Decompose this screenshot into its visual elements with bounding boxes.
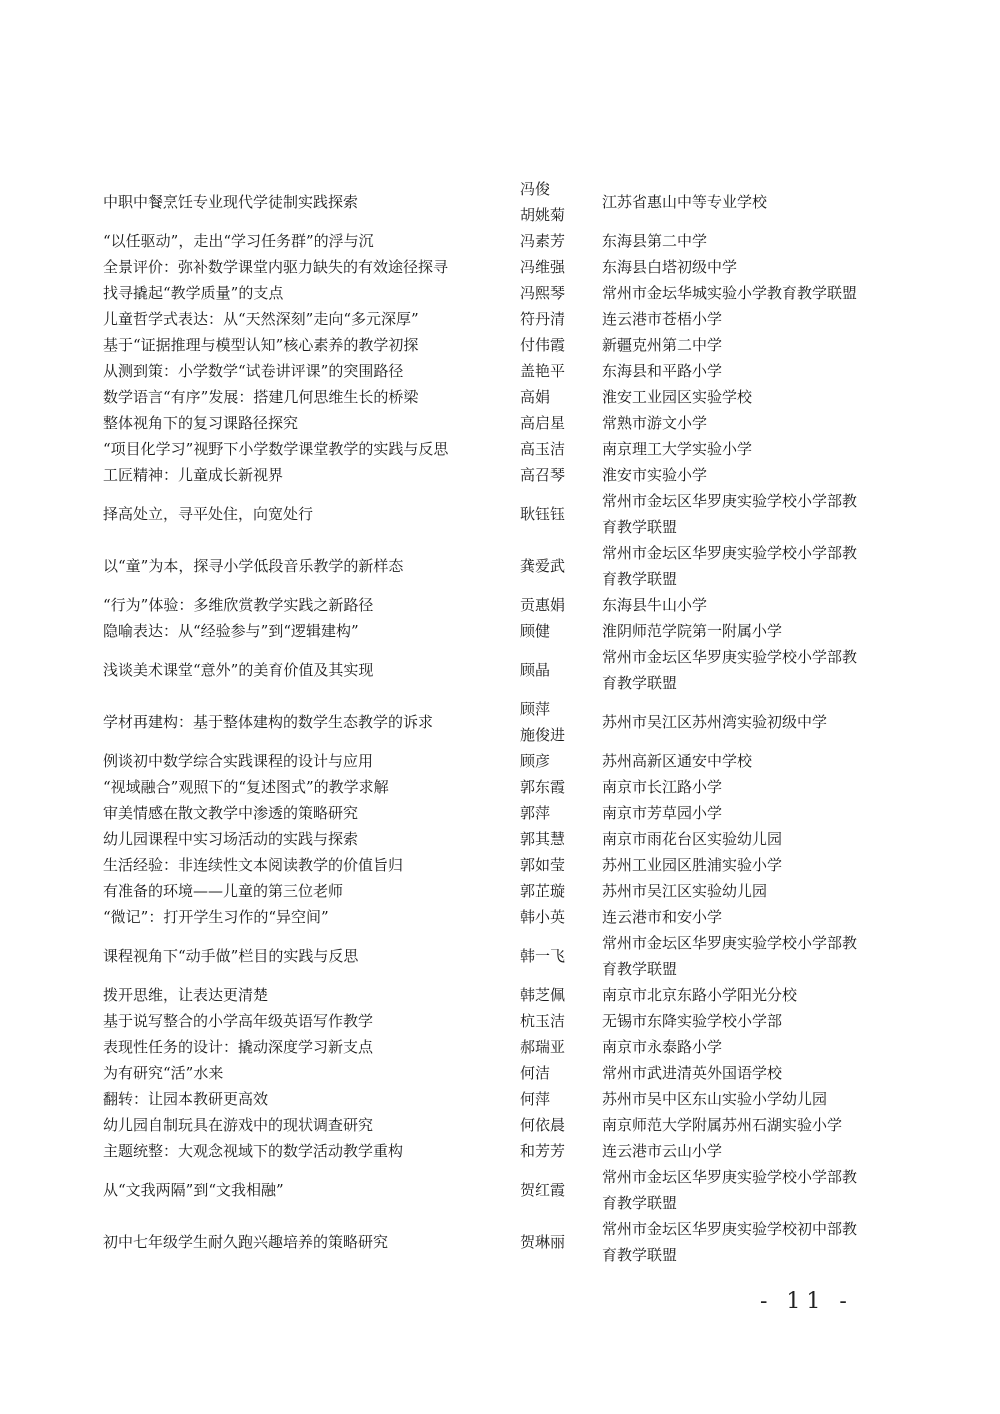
author-name: 韩一飞 — [520, 947, 566, 965]
school-name-line: 苏州市吴江区实验幼儿园 — [602, 882, 768, 900]
school-name — [602, 1008, 864, 1034]
author-names — [520, 1008, 590, 1034]
paper-title: 学材再建构：基于整体建构的数学生态教学的诉求 — [103, 713, 434, 731]
author-names — [520, 280, 590, 306]
paper-title: 浅谈美术课堂“意外”的美育价值及其实现 — [103, 661, 374, 679]
school-name — [602, 1034, 864, 1060]
author-name: 杭玉洁 — [520, 1012, 566, 1030]
author-names — [520, 410, 590, 436]
school-name-line: 东海县和平路小学 — [602, 362, 723, 380]
school-name-line: 南京市芳草园小学 — [602, 804, 723, 822]
school-name — [602, 644, 864, 696]
school-name — [602, 254, 864, 280]
school-name — [602, 878, 864, 904]
table-row — [0, 280, 1000, 306]
table-row — [0, 930, 1000, 982]
author-names — [520, 501, 590, 527]
author-names — [520, 254, 590, 280]
table-row — [0, 410, 1000, 436]
table-row — [0, 384, 1000, 410]
school-name-line: 南京市永泰路小学 — [602, 1038, 723, 1056]
table-row — [0, 982, 1000, 1008]
paper-title: 审美情感在散文教学中渗透的策略研究 — [103, 804, 359, 822]
author-name: 高启星 — [520, 414, 566, 432]
table-row — [0, 1164, 1000, 1216]
school-name — [602, 540, 864, 592]
author-names — [520, 1177, 590, 1203]
school-name-line: 东海县白塔初级中学 — [602, 258, 738, 276]
author-name: 冯熙琴 — [520, 284, 566, 302]
author-name: 贡惠娟 — [520, 596, 566, 614]
author-name: 顾晶 — [520, 661, 551, 679]
school-name — [602, 280, 864, 306]
table-row — [0, 1008, 1000, 1034]
table-row — [0, 1060, 1000, 1086]
table-row — [0, 748, 1000, 774]
school-name — [602, 436, 864, 462]
school-name — [602, 826, 864, 852]
author-names — [520, 1034, 590, 1060]
school-name — [602, 189, 864, 215]
author-name: 龚爱武 — [520, 557, 566, 575]
table-row — [0, 826, 1000, 852]
table-row — [0, 878, 1000, 904]
school-name-line: 苏州市吴中区东山实验小学幼儿园 — [602, 1090, 828, 1108]
author-name: 郭其慧 — [520, 830, 566, 848]
author-name: 冯素芳 — [520, 232, 566, 250]
author-names — [520, 462, 590, 488]
author-names — [520, 1112, 590, 1138]
school-name-line: 常州市金坛区华罗庚实验学校初中部教 — [602, 1220, 858, 1238]
author-names — [520, 904, 590, 930]
paper-title: 生活经验：非连续性文本阅读教学的价值旨归 — [103, 856, 404, 874]
school-name — [602, 306, 864, 332]
paper-title: 翻转：让园本教研更高效 — [103, 1090, 269, 1108]
author-name: 郭东霞 — [520, 778, 566, 796]
school-name-line: 南京市北京东路小学阳光分校 — [602, 986, 798, 1004]
school-name-line: 连云港市和安小学 — [602, 908, 723, 926]
table-row — [0, 592, 1000, 618]
table-row — [0, 852, 1000, 878]
table-row — [0, 904, 1000, 930]
table-row — [0, 1112, 1000, 1138]
paper-title: 为有研究“活”水来 — [103, 1064, 224, 1082]
paper-title: 隐喻表达：从“经验参与”到“逻辑建构” — [103, 622, 359, 640]
school-name-line: 苏州市吴江区苏州湾实验初级中学 — [602, 713, 828, 731]
author-name: 高娟 — [520, 388, 551, 406]
table-row — [0, 332, 1000, 358]
table-row — [0, 436, 1000, 462]
school-name-line: 南京市长江路小学 — [602, 778, 723, 796]
author-name: 何洁 — [520, 1064, 551, 1082]
paper-title: 拨开思维，让表达更清楚 — [103, 986, 269, 1004]
author-name: 顾彦 — [520, 752, 551, 770]
paper-title: 表现性任务的设计：撬动深度学习新支点 — [103, 1038, 374, 1056]
school-name-line: 常州市金坛区华罗庚实验学校小学部教 — [602, 544, 858, 562]
paper-title: “行为”体验：多维欣赏教学实践之新路径 — [103, 596, 374, 614]
table-row — [0, 618, 1000, 644]
author-names — [520, 826, 590, 852]
school-name — [602, 1164, 864, 1216]
school-name-line: 东海县第二中学 — [602, 232, 708, 250]
paper-title: 基于“证据推理与模型认知”核心素养的教学初探 — [103, 336, 419, 354]
school-name — [602, 618, 864, 644]
author-names — [520, 1086, 590, 1112]
school-name-line: 常州市武进清英外国语学校 — [602, 1064, 783, 1082]
paper-title: 基于说写整合的小学高年级英语写作教学 — [103, 1012, 374, 1030]
paper-title: 择高处立，寻平处住，向宽处行 — [103, 505, 314, 523]
school-name — [602, 1216, 864, 1268]
school-name — [602, 358, 864, 384]
school-name — [602, 592, 864, 618]
paper-title: “微记”：打开学生习作的“异空间” — [103, 908, 329, 926]
table-row — [0, 800, 1000, 826]
school-name — [602, 904, 864, 930]
school-name-line: 常州市金坛区华罗庚实验学校小学部教 — [602, 492, 858, 510]
author-names — [520, 332, 590, 358]
school-name-line: 淮安市实验小学 — [602, 466, 708, 484]
school-name-line: 苏州高新区通安中学校 — [602, 752, 753, 770]
paper-title: 工匠精神：儿童成长新视界 — [103, 466, 284, 484]
author-name: 耿钰钰 — [520, 505, 566, 523]
school-name — [602, 930, 864, 982]
author-name: 盖艳平 — [520, 362, 566, 380]
page-number: - 11 - — [760, 1289, 853, 1314]
table-row — [0, 644, 1000, 696]
author-name: 胡姚菊 — [520, 206, 566, 224]
school-name-line: 无锡市东降实验学校小学部 — [602, 1012, 783, 1030]
table-row — [0, 176, 1000, 228]
paper-title: 从测到策：小学数学“试卷讲评课”的突围路径 — [103, 362, 404, 380]
paper-title: 儿童哲学式表达：从“天然深刻”走向“多元深厚” — [103, 310, 419, 328]
author-names — [520, 748, 590, 774]
school-name-line: 新疆克州第二中学 — [602, 336, 723, 354]
table-row — [0, 462, 1000, 488]
paper-title: 有准备的环境——儿童的第三位老师 — [103, 882, 344, 900]
table-row — [0, 306, 1000, 332]
school-name-line: 常州市金坛区华罗庚实验学校小学部教 — [602, 648, 858, 666]
paper-title: 数学语言“有序”发展：搭建几何思维生长的桥梁 — [103, 388, 419, 406]
author-name: 和芳芳 — [520, 1142, 566, 1160]
school-name-line: 育教学联盟 — [602, 1194, 678, 1212]
table-row — [0, 358, 1000, 384]
school-name-line: 淮安工业园区实验学校 — [602, 388, 753, 406]
author-names — [520, 436, 590, 462]
school-name-line: 南京市雨花台区实验幼儿园 — [602, 830, 783, 848]
paper-title: 整体视角下的复习课路径探究 — [103, 414, 299, 432]
author-names — [520, 553, 590, 579]
school-name — [602, 748, 864, 774]
author-names — [520, 228, 590, 254]
table-row — [0, 228, 1000, 254]
author-names — [520, 943, 590, 969]
author-names — [520, 774, 590, 800]
author-names — [520, 176, 590, 228]
paper-title: 以“童”为本，探寻小学低段音乐教学的新样态 — [103, 557, 404, 575]
paper-title: 从“文我两隔”到“文我相融” — [103, 1181, 284, 1199]
paper-title: 找寻撬起“教学质量”的支点 — [103, 284, 284, 302]
author-name: 符丹清 — [520, 310, 566, 328]
paper-title: 初中七年级学生耐久跑兴趣培养的策略研究 — [103, 1233, 389, 1251]
school-name-line: 育教学联盟 — [602, 570, 678, 588]
school-name-line: 常州市金坛区华罗庚实验学校小学部教 — [602, 934, 858, 952]
author-names — [520, 982, 590, 1008]
table-row — [0, 696, 1000, 748]
author-name: 韩小英 — [520, 908, 566, 926]
school-name-line: 常州市金坛区华罗庚实验学校小学部教 — [602, 1168, 858, 1186]
author-name: 施俊进 — [520, 726, 566, 744]
school-name-line: 连云港市苍梧小学 — [602, 310, 723, 328]
author-names — [520, 306, 590, 332]
school-name — [602, 774, 864, 800]
author-name: 顾萍 — [520, 700, 551, 718]
author-name: 付伟霞 — [520, 336, 566, 354]
table-row — [0, 1034, 1000, 1060]
school-name — [602, 1138, 864, 1164]
table-row — [0, 254, 1000, 280]
paper-title: 中职中餐烹饪专业现代学徒制实践探索 — [103, 193, 359, 211]
school-name-line: 育教学联盟 — [602, 960, 678, 978]
table-row — [0, 1086, 1000, 1112]
author-name: 冯维强 — [520, 258, 566, 276]
school-name-line: 育教学联盟 — [602, 1246, 678, 1264]
table-row — [0, 1138, 1000, 1164]
author-name: 韩芝佩 — [520, 986, 566, 1004]
school-name-line: 常州市金坛华城实验小学教育教学联盟 — [602, 284, 858, 302]
paper-title: “项目化学习”视野下小学数学课堂教学的实践与反思 — [103, 440, 449, 458]
author-name: 高玉洁 — [520, 440, 566, 458]
author-name: 郭如莹 — [520, 856, 566, 874]
author-names — [520, 1229, 590, 1255]
author-name: 郝瑞亚 — [520, 1038, 566, 1056]
author-names — [520, 852, 590, 878]
paper-title: 主题统整：大观念视域下的数学活动教学重构 — [103, 1142, 404, 1160]
paper-title: 例谈初中数学综合实践课程的设计与应用 — [103, 752, 374, 770]
author-names — [520, 618, 590, 644]
school-name-line: 常熟市游文小学 — [602, 414, 708, 432]
school-name — [602, 410, 864, 436]
author-name: 何依晨 — [520, 1116, 566, 1134]
paper-title: 幼儿园自制玩具在游戏中的现状调查研究 — [103, 1116, 374, 1134]
author-names — [520, 657, 590, 683]
paper-title: 幼儿园课程中实习场活动的实践与探索 — [103, 830, 359, 848]
school-name — [602, 852, 864, 878]
author-name: 高召琴 — [520, 466, 566, 484]
author-name: 郭萍 — [520, 804, 551, 822]
school-name-line: 南京师范大学附属苏州石湖实验小学 — [602, 1116, 843, 1134]
author-name: 何萍 — [520, 1090, 551, 1108]
school-name — [602, 800, 864, 826]
author-name: 冯俊 — [520, 180, 551, 198]
table-row — [0, 1216, 1000, 1268]
author-names — [520, 800, 590, 826]
author-name: 郭芷璇 — [520, 882, 566, 900]
author-name: 贺红霞 — [520, 1181, 566, 1199]
school-name-line: 育教学联盟 — [602, 518, 678, 536]
author-name: 顾健 — [520, 622, 551, 640]
author-names — [520, 592, 590, 618]
author-names — [520, 1138, 590, 1164]
author-names — [520, 696, 590, 748]
school-name — [602, 1112, 864, 1138]
school-name-line: 江苏省惠山中等专业学校 — [602, 193, 768, 211]
school-name — [602, 332, 864, 358]
school-name-line: 东海县牛山小学 — [602, 596, 708, 614]
table-row — [0, 774, 1000, 800]
school-name — [602, 1060, 864, 1086]
table-row — [0, 540, 1000, 592]
school-name — [602, 709, 864, 735]
school-name — [602, 488, 864, 540]
author-names — [520, 1060, 590, 1086]
school-name — [602, 982, 864, 1008]
paper-title: “视域融合”观照下的“复述图式”的教学求解 — [103, 778, 389, 796]
author-names — [520, 878, 590, 904]
author-name: 贺琳丽 — [520, 1233, 566, 1251]
school-name-line: 连云港市云山小学 — [602, 1142, 723, 1160]
school-name-line: 育教学联盟 — [602, 674, 678, 692]
school-name-line: 苏州工业园区胜浦实验小学 — [602, 856, 783, 874]
author-names — [520, 358, 590, 384]
school-name — [602, 384, 864, 410]
paper-title: 课程视角下“动手做”栏目的实践与反思 — [103, 947, 359, 965]
paper-title: 全景评价：弥补数学课堂内驱力缺失的有效途径探寻 — [103, 258, 449, 276]
table-row — [0, 488, 1000, 540]
school-name — [602, 462, 864, 488]
school-name — [602, 1086, 864, 1112]
paper-title: “以任驱动”，走出“学习任务群”的浮与沉 — [103, 232, 374, 250]
school-name-line: 淮阴师范学院第一附属小学 — [602, 622, 783, 640]
author-names — [520, 384, 590, 410]
school-name-line: 南京理工大学实验小学 — [602, 440, 753, 458]
school-name — [602, 228, 864, 254]
